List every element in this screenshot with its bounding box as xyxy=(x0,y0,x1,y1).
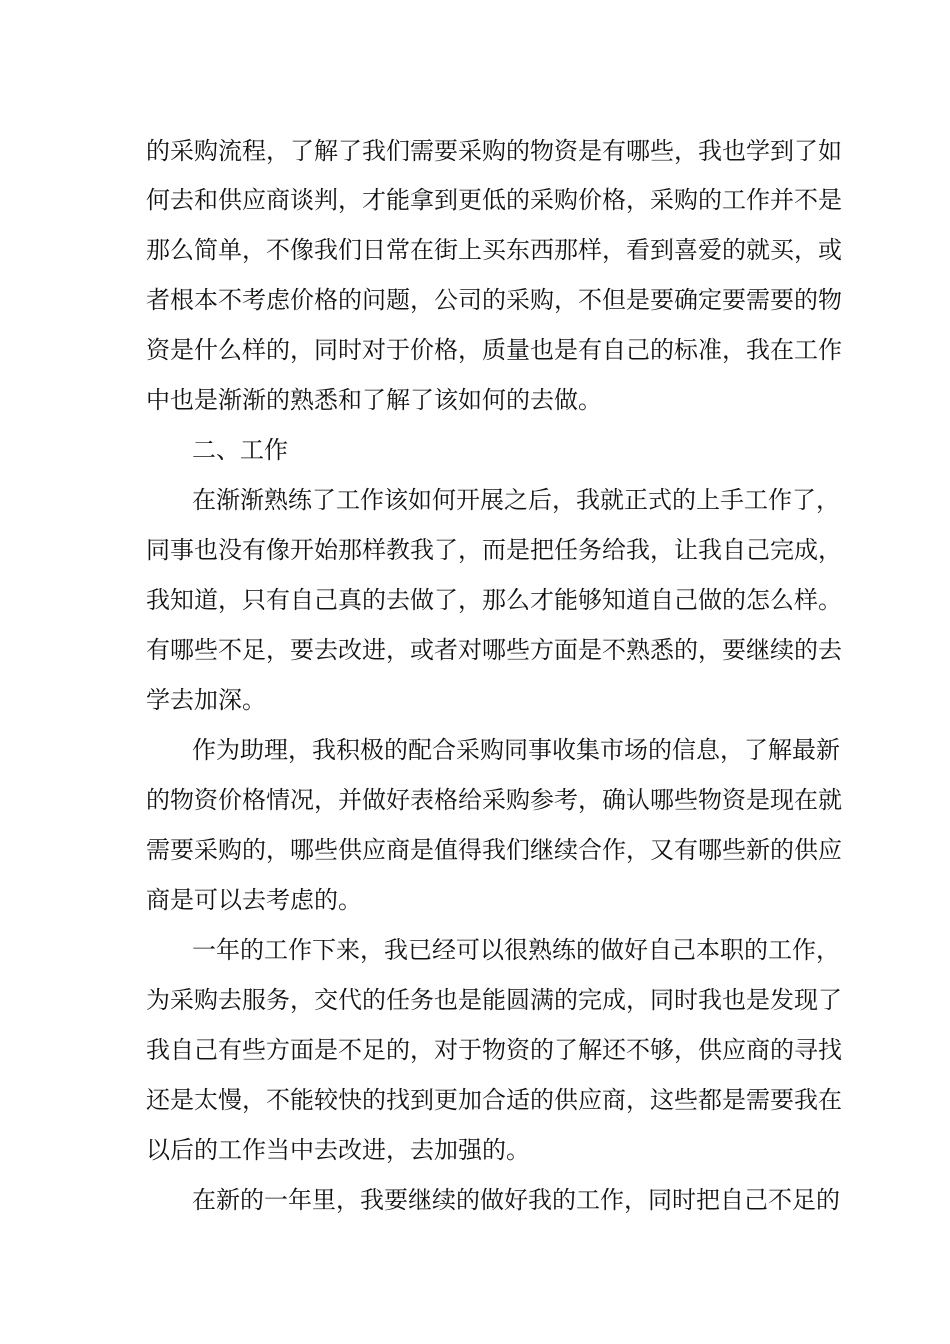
text-line: 者根本不考虑价格的问题，公司的采购，不但是要确定要需要的物 xyxy=(146,286,842,314)
text-line: 学去加深。 xyxy=(146,686,266,714)
text-line: 在渐渐熟练了工作该如何开展之后，我就正式的上手工作了， xyxy=(192,486,840,514)
section-heading: 二、工作 xyxy=(192,436,288,464)
text-line: 同事也没有像开始那样教我了，而是把任务给我，让我自己完成， xyxy=(146,536,842,564)
text-line: 的采购流程，了解了我们需要采购的物资是有哪些，我也学到了如 xyxy=(146,137,842,165)
text-line: 资是什么样的，同时对于价格，质量也是有自己的标准，我在工作 xyxy=(146,336,842,364)
text-line: 商是可以去考虑的。 xyxy=(146,886,362,914)
text-line: 我知道，只有自己真的去做了，那么才能够知道自己做的怎么样。 xyxy=(146,586,842,614)
text-line: 何去和供应商谈判，才能拿到更低的采购价格，采购的工作并不是 xyxy=(146,186,842,214)
text-line: 为采购去服务，交代的任务也是能圆满的完成，同时我也是发现了 xyxy=(146,986,842,1014)
text-line: 在新的一年里，我要继续的做好我的工作，同时把自己不足的 xyxy=(192,1186,840,1214)
text-line: 我自己有些方面是不足的，对于物资的了解还不够，供应商的寻找 xyxy=(146,1036,842,1064)
text-line: 需要采购的，哪些供应商是值得我们继续合作，又有哪些新的供应 xyxy=(146,836,842,864)
text-line: 那么简单，不像我们日常在街上买东西那样，看到喜爱的就买，或 xyxy=(146,236,842,264)
text-line: 中也是渐渐的熟悉和了解了该如何的去做。 xyxy=(146,386,602,414)
text-line: 以后的工作当中去改进，去加强的。 xyxy=(146,1136,530,1164)
text-line: 的物资价格情况，并做好表格给采购参考，确认哪些物资是现在就 xyxy=(146,786,842,814)
text-line: 还是太慢，不能较快的找到更加合适的供应商，这些都是需要我在 xyxy=(146,1086,842,1114)
text-line: 有哪些不足，要去改进，或者对哪些方面是不熟悉的，要继续的去 xyxy=(146,636,842,664)
text-line: 作为助理，我积极的配合采购同事收集市场的信息，了解最新 xyxy=(192,736,840,764)
text-line: 一年的工作下来，我已经可以很熟练的做好自己本职的工作， xyxy=(192,936,840,964)
